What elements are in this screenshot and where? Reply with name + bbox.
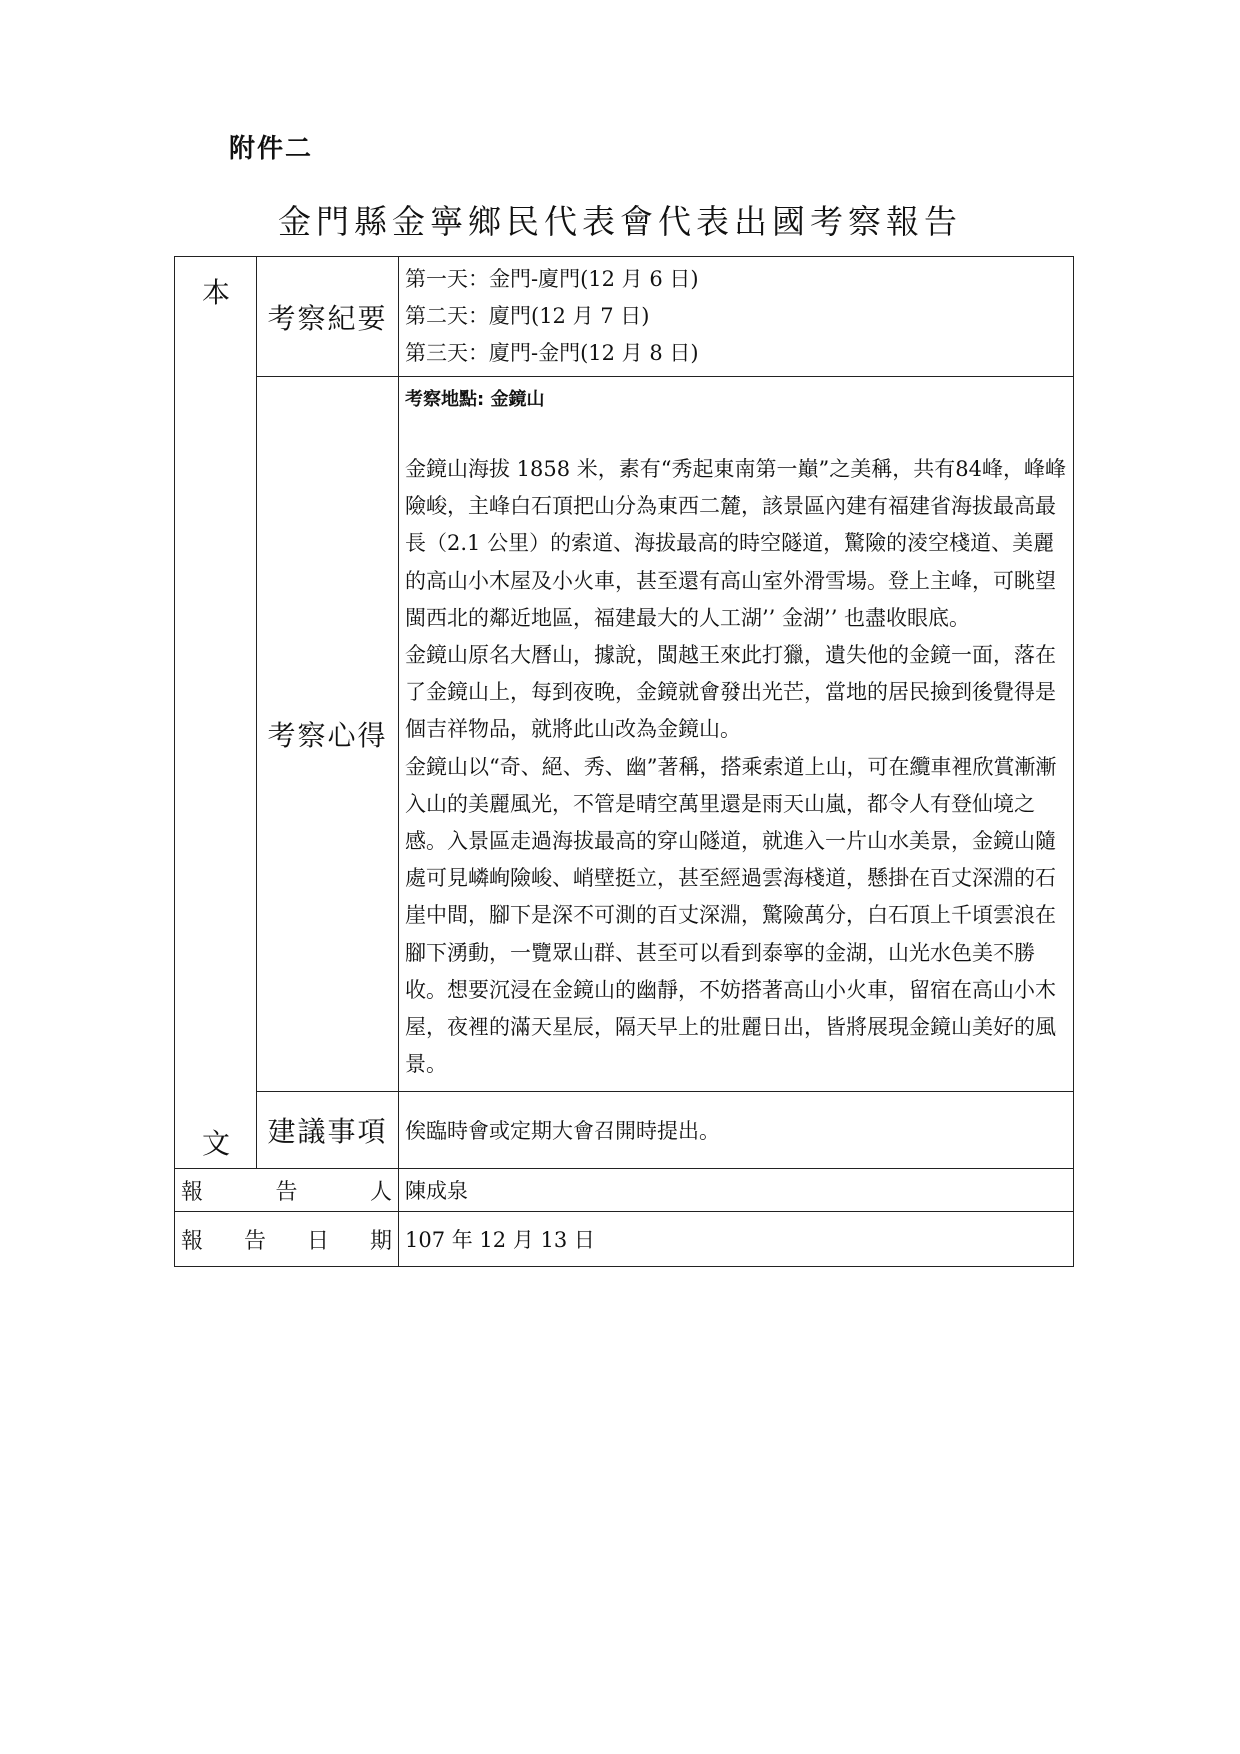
reporter-name: 陳成泉 [399, 1169, 1074, 1212]
report-date-label-char: 告 [243, 1228, 266, 1254]
body-label-top: 本 [201, 276, 230, 309]
itinerary-content [399, 257, 1074, 377]
notes-content [399, 377, 1074, 1092]
body-label-bottom: 文 [201, 1127, 230, 1161]
notes-row [175, 377, 1074, 1092]
report-date-label-char: 報 [181, 1228, 204, 1254]
report-date-label-char: 期 [369, 1228, 392, 1254]
itinerary-day: 第三天：廈門-金門(12 月 8 日) [405, 341, 699, 365]
report-date-label-char: 日 [306, 1228, 329, 1254]
reporter-label-char: 報 [181, 1179, 204, 1205]
suggestions-content: 俟臨時會或定期大會召開時提出。 [399, 1092, 1074, 1169]
reporter-row [175, 1169, 1074, 1212]
itinerary-day: 第一天：金門-廈門(12 月 6 日) [405, 267, 699, 291]
report-date-value: 107 年 12 月 13 日 [399, 1212, 1074, 1267]
itinerary-label: 考察紀要 [257, 257, 399, 377]
report-date-row [175, 1212, 1074, 1267]
body-label-cell [175, 257, 257, 1169]
notes-paragraph: 金鏡山原名大曆山，據說，閩越王來此打獵，遺失他的金鏡一面，落在了金鏡山上，每到夜晚，金鏡就會發出光芒，當地的居民撿到後覺得是個吉祥物品，就將此山改為金鏡山。 [405, 643, 1056, 742]
report-table [174, 256, 1074, 1267]
reporter-label-char: 告 [275, 1179, 298, 1205]
notes-paragraph: 金鏡山以“奇、絕、秀、幽”著稱，搭乘索道上山，可在纜車裡欣賞漸漸入山的美麗風光，不管是晴空萬里還是雨天山嵐，都令人有登仙境之感。入景區走過海拔最高的穿山隧道，就進入一片山水美景，金鏡山隨處可見嶙峋險峻、峭壁挺立，甚至經過雲海棧道，懸掛在百丈深淵的石崖中間，腳下是深不可測的百丈深淵，驚險萬分，白石頂上千頃雲浪在腳下湧動，一覽眾山群、甚至可以看到泰寧的金湖，山光水色美不勝收。想要沉浸在金鏡山的幽靜，不妨搭著高山小火車，留宿在高山小木屋，夜裡的滿天星辰，隔天早上的壯麗日出，皆將展現金鏡山美好的風景。 [405, 754, 1057, 1077]
annex-label: 附件二 [229, 134, 314, 164]
suggestions-row [175, 1092, 1074, 1169]
document-title: 金門縣金寧鄉民代表會代表出國考察報告 [278, 202, 962, 241]
location-heading: 考察地點: 金鏡山 [405, 389, 545, 410]
notes-label: 考察心得 [257, 377, 399, 1092]
itinerary-day: 第二天：廈門(12 月 7 日) [405, 304, 650, 328]
itinerary-row [175, 257, 1074, 377]
suggestions-label: 建議事項 [257, 1092, 399, 1169]
report-date-label [175, 1212, 399, 1267]
notes-paragraph: 金鏡山海拔 1858 米，素有“秀起東南第一巔”之美稱，共有84峰，峰峰險峻，主峰白石頂把山分為東西二麓，該景區內建有福建省海拔最高最長（2.1 公里）的索道、海拔最高的時空隧道，驚險的淩空棧道、美麗的高山小木屋及小火車，甚至還有高山室外滑雪場。登上主峰，可眺望閩西北的鄰近地區，福建最大的人工湖’’ 金湖’’ 也盡收眼底。 [405, 457, 1066, 630]
reporter-label [175, 1169, 399, 1212]
reporter-label-char: 人 [369, 1179, 392, 1205]
